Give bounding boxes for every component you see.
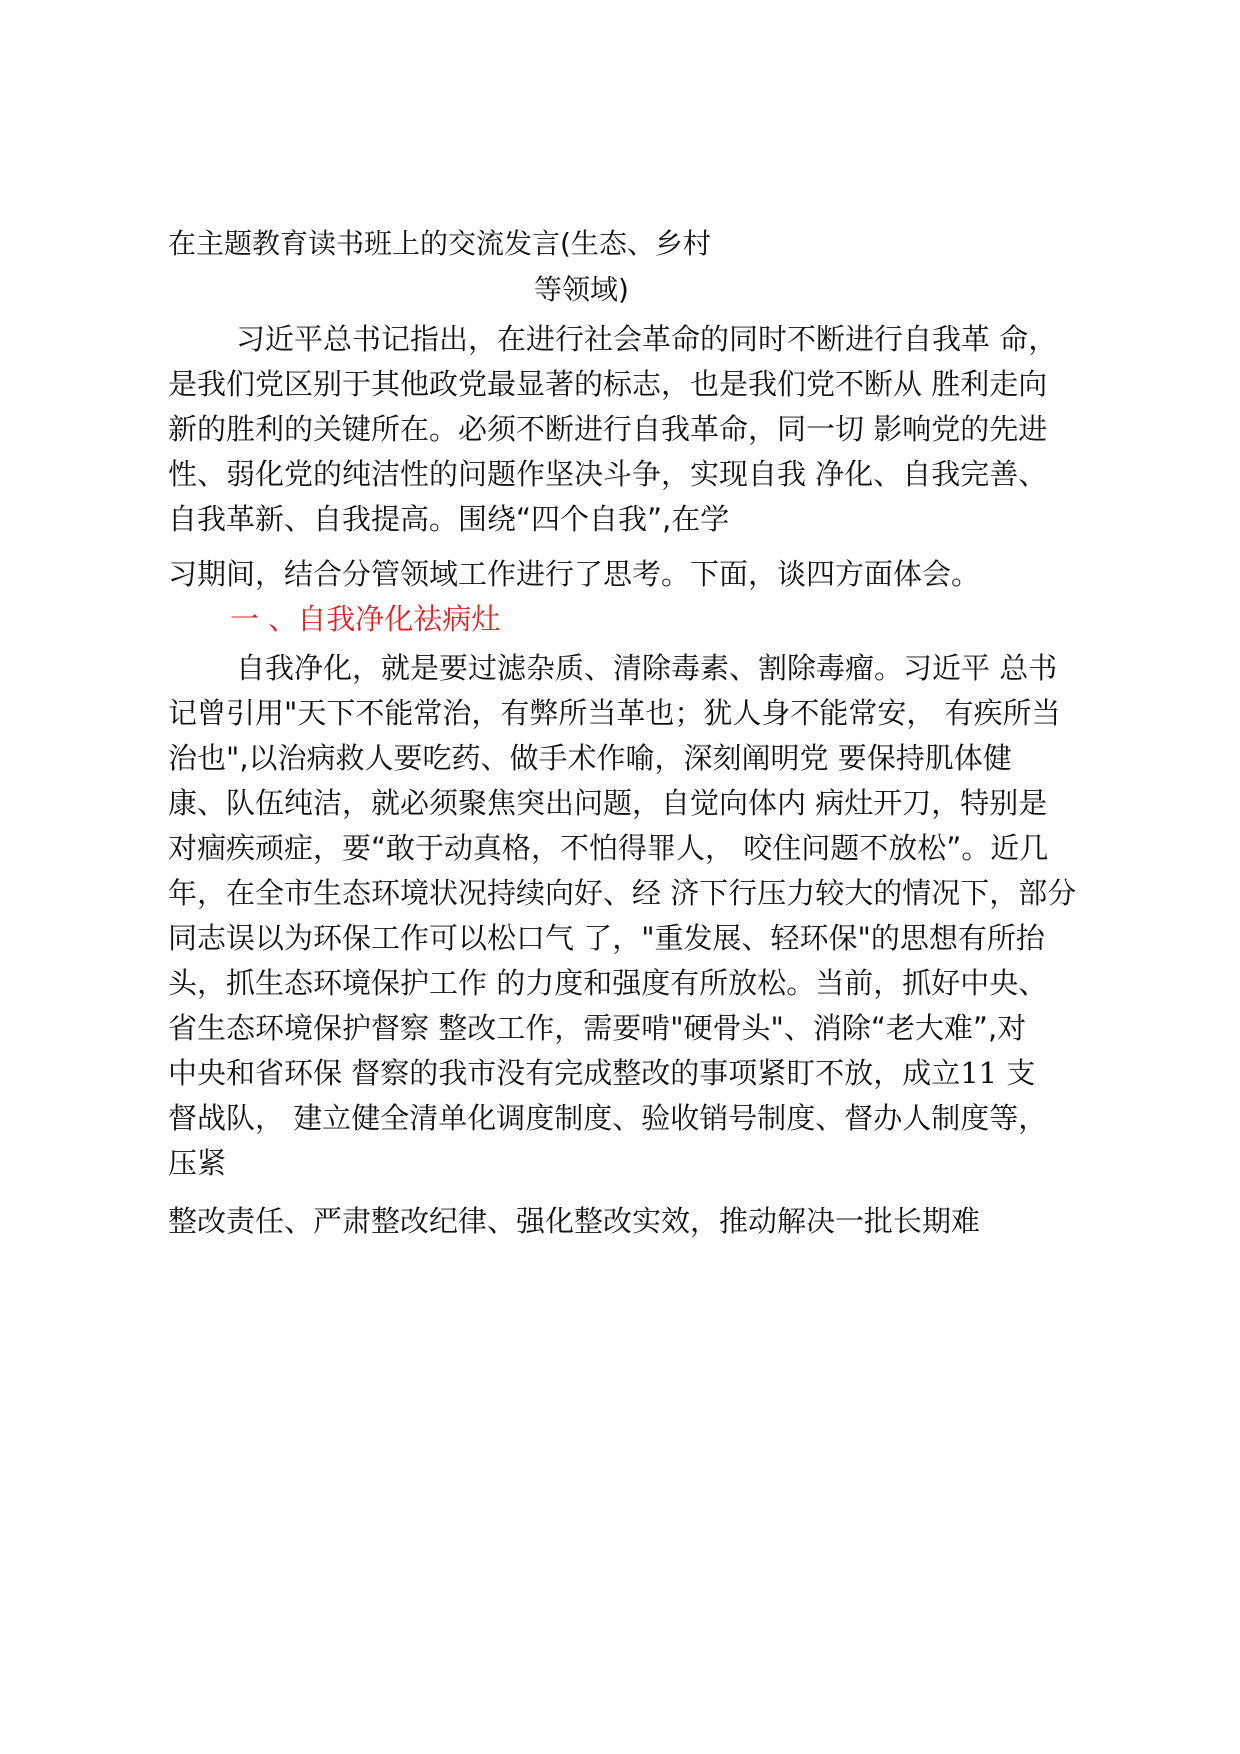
section-1-line-1: 自我净化，就是要过滤杂质、清除毒素、割除毒瘤。习近平 总书: [236, 651, 1058, 685]
intro-line-3: 新的胜利的关键所在。必须不断进行自我革命，同一切 影响党的先进: [168, 412, 1048, 446]
section-1-line-7: 同志误以为环保工作可以松口气 了，"重发展、轻环保"的思想有所抬: [168, 921, 1045, 955]
section-1-heading: 一 、自我净化祛病灶: [230, 602, 501, 636]
section-1-line-9: 省生态环境保护督察 整改工作，需要啃"硬骨头"、消除“老大难”,对: [168, 1011, 1027, 1045]
section-1-line-10-unit: 支: [1006, 1056, 1036, 1090]
section-1-line-8: 头，抓生态环境保护工作 的力度和强度有所放松。当前，抓好中央、: [168, 966, 1048, 1000]
section-1-line-5: 对痼疾顽症，要“敢于动真格，不怕得罪人， 咬住问题不放松”。近几: [168, 831, 1049, 865]
section-1-line-10-text: 中央和省环保 督察的我市没有完成整改的事项紧盯不放，成立: [168, 1056, 961, 1090]
intro-line-6: 习期间，结合分管领域工作进行了思考。下面，谈四方面体会。: [168, 557, 981, 591]
section-1-line-12: 压紧: [168, 1146, 227, 1180]
document-title-line-1: 在主题教育读书班上的交流发言(生态、乡村: [168, 227, 711, 260]
section-1-line-2: 记曾引用"天下不能常治，有弊所当革也；犹人身不能常安， 有疾所当: [168, 696, 1061, 730]
intro-line-2: 是我们党区别于其他政党最显著的标志，也是我们党不断从 胜利走向: [168, 367, 1048, 401]
section-1-line-6: 年，在全市生态环境状况持续向好、经 济下行压力较大的情况下，部分: [168, 876, 1077, 910]
section-1-line-4: 康、队伍纯洁，就必须聚焦突出问题，自觉向体内 病灶开刀，特别是: [168, 786, 1048, 820]
section-1-line-10: [168, 1055, 1098, 1091]
intro-line-4: 性、弱化党的纯洁性的问题作坚决斗争，实现自我 净化、自我完善、: [168, 457, 1048, 491]
document-title-line-2: 等领域): [534, 273, 629, 306]
intro-line-1: 习近平总书记指出，在进行社会革命的同时不断进行自我革 命，: [236, 322, 1058, 356]
intro-line-5: 自我革新、自我提高。围绕“四个自我”,在学: [168, 502, 730, 536]
section-1-line-11: 督战队， 建立健全清单化调度制度、验收销号制度、督办人制度等，: [168, 1101, 1048, 1135]
section-1-line-13: 整改责任、严肃整改纪律、强化整改实效，推动解决一批长期难: [168, 1204, 981, 1238]
section-1-line-3: 治也",以治病救人要吃药、做手术作喻，深刻阐明党 要保持肌体健: [168, 741, 1012, 775]
squad-count: 11: [960, 1056, 998, 1090]
